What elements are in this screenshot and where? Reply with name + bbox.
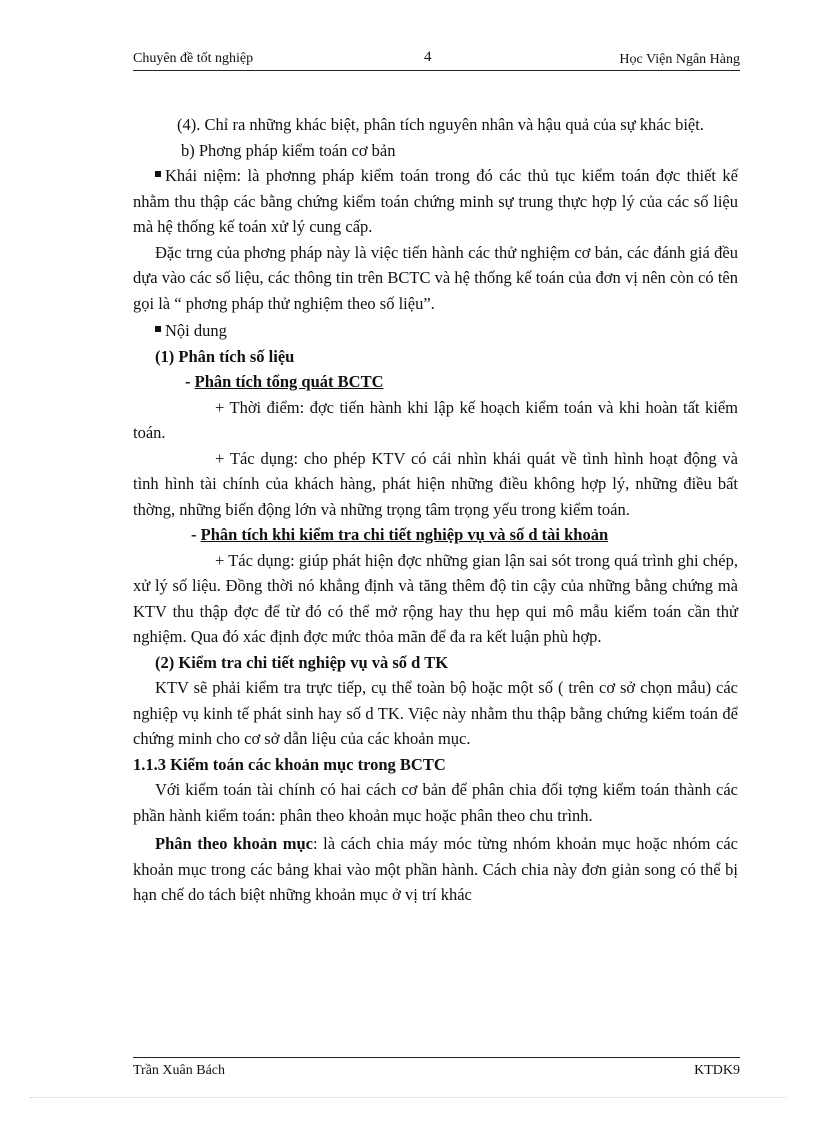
section-heading-1-1-3: 1.1.3 Kiểm toán các khoản mục trong BCTC	[133, 754, 446, 774]
subsection-b-title: b) Phơng pháp kiểm toán cơ bản	[181, 140, 396, 160]
footer-author: Trần Xuân Bách	[133, 1063, 226, 1078]
heading-detail-analysis: - Phân tích khi kiểm tra chi tiết nghiệp vụ và số d tài khoản	[191, 525, 609, 544]
heading-data-analysis: (1) Phân tích số liệu	[155, 346, 295, 366]
bullet-icon	[155, 171, 161, 177]
footer-class: KTDK9	[694, 1063, 740, 1078]
bullet-icon	[155, 326, 161, 332]
page-number: 4	[424, 49, 432, 65]
document-body	[133, 112, 738, 908]
page-bottom-divider	[30, 1097, 786, 1098]
paragraph-effect-2: + Tác dụng: giúp phát hiện đợc những gian lận sai sót trong quá trình ghi chép, xử lý số liệu. Đồng thời nó khẳng định và tăng thêm độ tin cậy của những bằng chứng mà KTV thu thập đợc để từ đó có thể mở rộng hay thu hẹp qui mô mẫu kiểm toán cần thử nghiệm. Qua đó xác định đợc mức thỏa mãn để đa ra kết luận phù hợp.	[133, 550, 738, 646]
heading-detail-testing: (2) Kiểm tra chi tiết nghiệp vụ và số d TK	[155, 652, 449, 672]
paragraph-by-item: Phân theo khoản mục: là cách chia máy móc từng nhóm khoản mục hoặc nhóm các khoản mục trong các bảng khai vào một phần hành. Cách chia này đơn giản song có thể bị hạn chế do tách biệt những khoản mục ở vị trí khác	[133, 834, 738, 904]
content-heading: Nội dung	[133, 318, 738, 344]
paragraph-effect-1: + Tác dụng: cho phép KTV có cái nhìn khái quát về tình hình hoạt động và tình hình tài chính của khách hàng, phát hiện những điều không hợp lý, những điều bất thờng, những biến động lớn và những trọng tâm trọng yếu trong kiểm toán.	[133, 448, 738, 519]
paragraph-audit-division: Với kiểm toán tài chính có hai cách cơ bản để phân chia đối tợng kiểm toán thành các phần hành kiểm toán: phân theo khoản mục hoặc phân theo chu trình.	[133, 780, 738, 825]
paragraph-detail-testing: KTV sẽ phải kiểm tra trực tiếp, cụ thể toàn bộ hoặc một số ( trên cơ sở chọn mẫu) các nghiệp vụ kinh tế phát sinh hay số d TK. Việc này nhằm thu thập bằng chứng kiểm toán để chứng minh cho cơ sở dẫn liệu của các khoản mục.	[133, 678, 738, 748]
page-header	[133, 48, 740, 71]
header-title: Chuyên đề tốt nghiệp	[133, 51, 254, 66]
paragraph-characteristic: Đặc trng của phơng pháp này là việc tiến hành các thử nghiệm cơ bản, các đánh giá đều dựa vào các số liệu, các thông tin trên BCTC và hệ thống kế toán của đơn vị nên còn có tên gọi là “ phơng pháp thử nghiệm theo số liệu”.	[133, 242, 738, 313]
paragraph-concept: Khái niệm: là phơnng pháp kiểm toán trong đó các thủ tục kiểm toán đợc thiết kế nhằm thu thập các bằng chứng kiểm toán chứng minh sự trung thực hợp lý của các số liệu mà hệ thống kế toán xử lý cung cấp.	[133, 166, 738, 236]
header-institution: Học Viện Ngân Hàng	[619, 52, 740, 67]
paragraph-timing: + Thời điểm: đợc tiến hành khi lập kế hoạch kiểm toán và khi hoàn tất kiểm toán.	[133, 397, 738, 442]
page-footer	[133, 1057, 740, 1082]
heading-overall-analysis: - Phân tích tổng quát BCTC	[185, 372, 384, 391]
paragraph-1: (4). Chỉ ra những khác biệt, phân tích nguyên nhân và hậu quả của sự khác biệt.	[177, 115, 704, 134]
